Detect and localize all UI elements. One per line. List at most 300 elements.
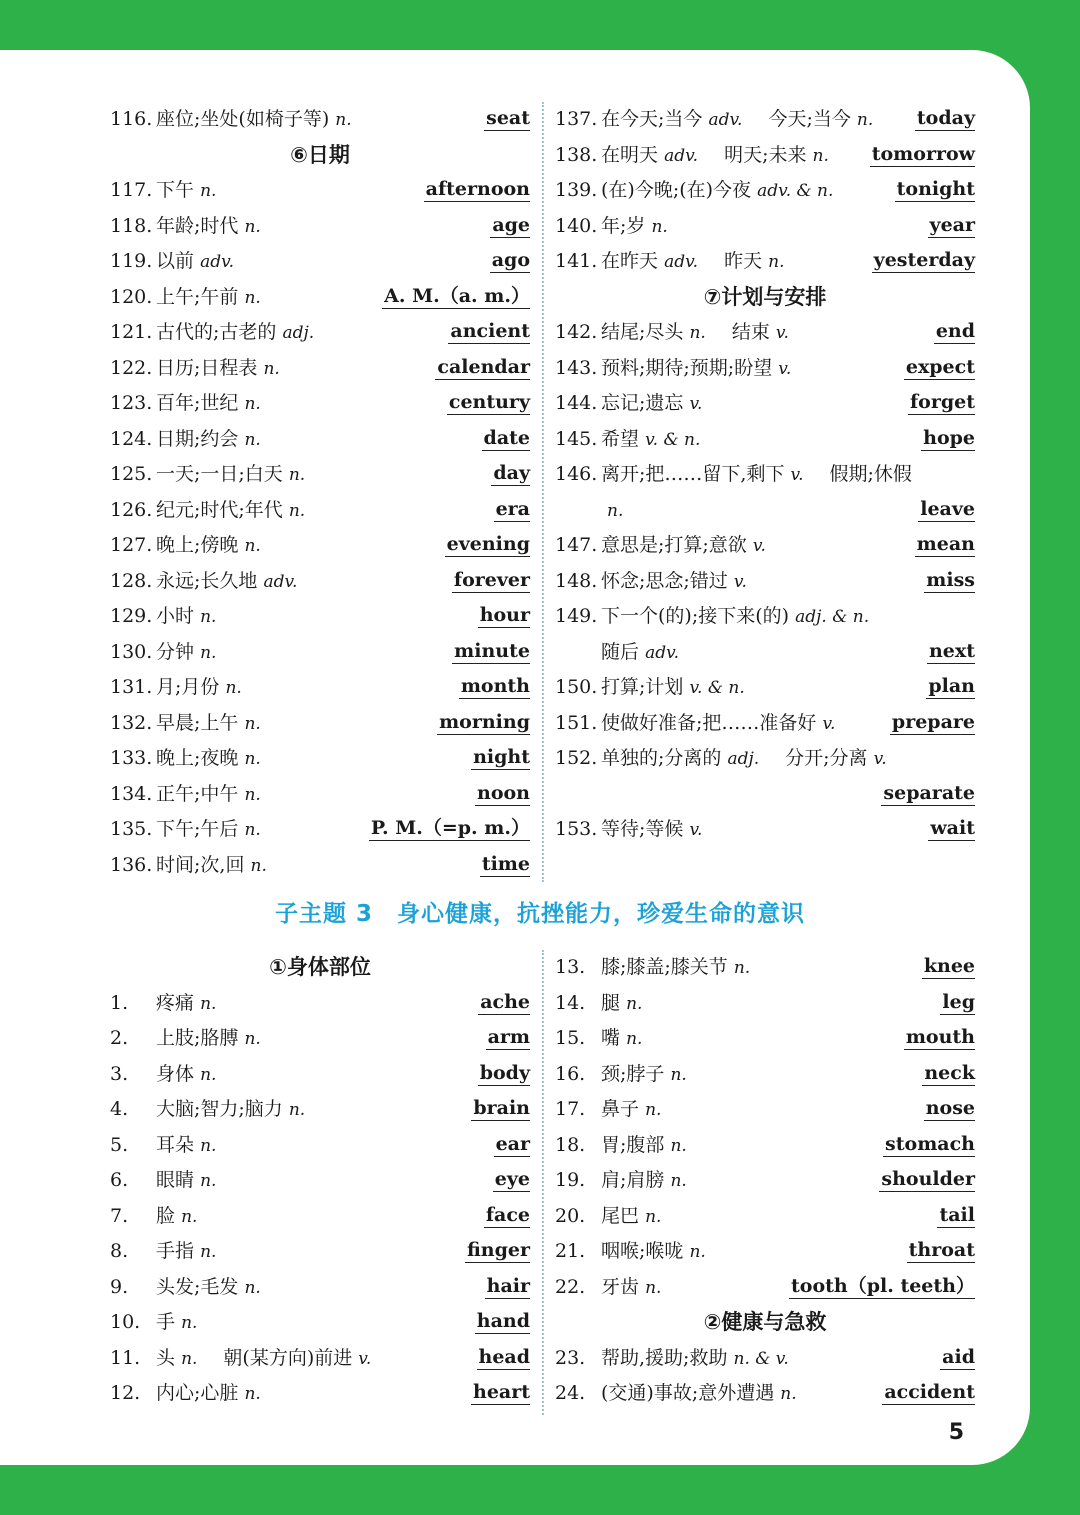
entry-number: 4. bbox=[110, 1098, 129, 1120]
english-word: hour bbox=[479, 604, 530, 626]
part-of-speech: v. bbox=[752, 536, 766, 556]
page-number: 5 bbox=[948, 1420, 964, 1445]
vocabulary-page bbox=[0, 50, 1030, 1465]
vocab-entry bbox=[110, 706, 530, 742]
entry-number: 148. bbox=[555, 569, 598, 592]
part-of-speech: n. bbox=[651, 216, 668, 237]
vocab-entry bbox=[110, 1305, 530, 1341]
chinese-meaning: 永远;长久地 bbox=[156, 569, 258, 592]
english-word: arm bbox=[487, 1026, 530, 1048]
part-of-speech: n. bbox=[244, 820, 261, 840]
vocab-entry bbox=[555, 138, 975, 174]
chinese-meaning: 纪元;时代;年代 bbox=[156, 498, 283, 521]
english-word: prepare bbox=[891, 710, 975, 733]
chinese-meaning: 头发;毛发 bbox=[156, 1275, 239, 1298]
part-of-speech: adv. bbox=[263, 571, 298, 592]
part-of-speech: n. bbox=[689, 1242, 706, 1262]
vocab-entry bbox=[110, 351, 530, 387]
english-word: brain bbox=[473, 1097, 530, 1119]
part-of-speech: n. bbox=[200, 1064, 217, 1085]
english-word: A. M.（a. m.） bbox=[384, 284, 530, 307]
vocab-entry bbox=[555, 777, 975, 813]
entry-number: 149. bbox=[555, 605, 598, 627]
entry-number: 129. bbox=[110, 605, 153, 627]
english-word: nose bbox=[925, 1097, 975, 1119]
part-of-speech: adj. bbox=[727, 749, 760, 769]
part-of-speech-2: v. bbox=[775, 323, 789, 343]
vocab-entry bbox=[110, 1128, 530, 1164]
part-of-speech: n. bbox=[200, 1242, 217, 1262]
body-and-health-section bbox=[0, 950, 1030, 1415]
part-of-speech: n. bbox=[200, 607, 217, 627]
english-word: face bbox=[485, 1203, 530, 1226]
entry-number: 6. bbox=[110, 1169, 129, 1191]
part-of-speech: adv. bbox=[200, 252, 235, 272]
vocab-entry bbox=[110, 1163, 530, 1199]
vocab-entry bbox=[110, 1021, 530, 1057]
time-and-plans-section bbox=[0, 102, 1030, 882]
vocab-entry bbox=[555, 102, 975, 138]
chinese-meaning: 在今天;当今 bbox=[601, 108, 703, 130]
category-heading: ①身体部位 bbox=[269, 955, 371, 979]
part-of-speech-2: n. bbox=[812, 145, 829, 166]
chinese-meaning: 鼻子 bbox=[601, 1098, 640, 1120]
category-heading: ②健康与急救 bbox=[703, 1310, 827, 1334]
part-of-speech: n. bbox=[244, 749, 261, 769]
chinese-meaning: 头 bbox=[156, 1346, 176, 1369]
part-of-speech: n. bbox=[733, 958, 751, 978]
vocab-entry bbox=[555, 1163, 975, 1199]
english-word: age bbox=[492, 213, 530, 236]
chinese-meaning: 颈;脖子 bbox=[601, 1062, 665, 1085]
english-word: ache bbox=[480, 990, 530, 1013]
vocab-entry bbox=[555, 1057, 975, 1093]
subtopic-heading: 子主题 3 身心健康，抗挫能力，珍爱生命的意识 bbox=[274, 901, 805, 927]
vocab-entry bbox=[110, 102, 530, 138]
entry-number: 9. bbox=[110, 1275, 129, 1298]
english-word: time bbox=[481, 852, 530, 875]
chinese-meaning: 牙齿 bbox=[601, 1275, 640, 1298]
chinese-meaning: 日历;日程表 bbox=[156, 356, 258, 379]
part-of-speech: v. bbox=[733, 571, 747, 592]
chinese-meaning: 下午 bbox=[156, 179, 195, 201]
vocab-entry bbox=[110, 528, 530, 564]
entry-number: 24. bbox=[555, 1382, 586, 1404]
entry-number: 145. bbox=[555, 427, 598, 450]
chinese-meaning-2: 昨天 bbox=[724, 250, 763, 272]
entry-number: 132. bbox=[110, 711, 153, 734]
entry-number: 140. bbox=[555, 214, 598, 237]
entry-number: 5. bbox=[110, 1133, 129, 1156]
chinese-meaning-2: 明天;未来 bbox=[724, 143, 807, 166]
vocab-entry bbox=[555, 741, 975, 777]
chinese-meaning: (交通)事故;意外遭遇 bbox=[601, 1382, 775, 1404]
vocab-entry bbox=[110, 564, 530, 600]
english-word: morning bbox=[439, 710, 530, 733]
chinese-meaning: 在明天 bbox=[601, 143, 659, 166]
entry-number: 143. bbox=[555, 356, 598, 379]
english-word: ear bbox=[495, 1132, 530, 1155]
vocab-entry bbox=[555, 564, 975, 600]
part-of-speech: n. bbox=[670, 1064, 687, 1085]
chinese-meaning: 眼睛 bbox=[156, 1169, 195, 1191]
vocab-entry bbox=[555, 1234, 975, 1270]
vocab-entry bbox=[110, 777, 530, 813]
entry-number: 118. bbox=[110, 214, 153, 237]
chinese-meaning: 大脑;智力;脑力 bbox=[156, 1098, 283, 1120]
entry-number: 138. bbox=[555, 143, 598, 166]
part-of-speech: n. bbox=[244, 429, 261, 450]
english-word: forget bbox=[909, 391, 975, 413]
english-word: day bbox=[493, 462, 530, 484]
chinese-meaning: 晚上;夜晚 bbox=[156, 747, 239, 769]
part-of-speech: n. bbox=[244, 536, 261, 556]
vocab-entry bbox=[555, 386, 975, 422]
chinese-meaning: 意思是;打算;意欲 bbox=[601, 534, 747, 556]
chinese-meaning: 手指 bbox=[156, 1240, 195, 1262]
chinese-meaning: 百年;世纪 bbox=[156, 392, 239, 414]
vocab-entry bbox=[110, 1341, 530, 1377]
vocab-entry bbox=[110, 209, 530, 245]
entry-number: 147. bbox=[555, 534, 598, 556]
english-word: date bbox=[483, 426, 530, 449]
english-word: neck bbox=[924, 1061, 975, 1084]
part-of-speech: n. bbox=[607, 500, 624, 521]
english-word: tomorrow bbox=[871, 142, 975, 165]
english-word: tooth（pl. teeth） bbox=[791, 1274, 975, 1297]
part-of-speech: n. bbox=[670, 1171, 687, 1191]
vocab-entry bbox=[555, 1341, 975, 1377]
entry-number: 18. bbox=[555, 1133, 586, 1156]
vocab-entry bbox=[110, 812, 530, 848]
part-of-speech: n. bbox=[645, 1100, 662, 1120]
english-word: plan bbox=[928, 675, 975, 697]
vocab-entry bbox=[110, 599, 530, 635]
part-of-speech: n. bbox=[200, 1135, 217, 1156]
english-word: year bbox=[929, 213, 975, 236]
part-of-speech: n. bbox=[645, 1277, 662, 1298]
entry-number: 122. bbox=[110, 356, 153, 379]
entry-number: 127. bbox=[110, 534, 153, 556]
entry-number: 14. bbox=[555, 991, 586, 1014]
entry-number: 139. bbox=[555, 179, 598, 201]
english-word: hand bbox=[476, 1310, 530, 1332]
chinese-meaning-2: 假期;休假 bbox=[829, 463, 912, 485]
chinese-meaning: 内心;心脏 bbox=[156, 1382, 239, 1404]
english-word: noon bbox=[477, 781, 530, 804]
part-of-speech: n. bbox=[244, 1277, 261, 1298]
part-of-speech: n. bbox=[181, 1206, 198, 1227]
part-of-speech: n. bbox=[689, 323, 706, 343]
vocab-entry bbox=[555, 209, 975, 245]
part-of-speech: n. & v. bbox=[733, 1348, 789, 1369]
vocab-entry bbox=[555, 457, 975, 493]
vocab-entry bbox=[555, 173, 975, 209]
vocab-entry bbox=[110, 670, 530, 706]
chinese-meaning: 单独的;分离的 bbox=[601, 747, 722, 769]
vocab-entry bbox=[555, 1128, 975, 1164]
english-word: hair bbox=[486, 1274, 530, 1297]
chinese-meaning: 手 bbox=[156, 1311, 176, 1333]
part-of-speech: adv. bbox=[664, 252, 699, 272]
vocab-entry bbox=[110, 1057, 530, 1093]
chinese-meaning: 嘴 bbox=[601, 1027, 621, 1049]
english-word: shoulder bbox=[881, 1168, 975, 1190]
vocab-entry bbox=[555, 1270, 975, 1306]
part-of-speech: n. bbox=[244, 287, 261, 308]
chinese-meaning: 年;岁 bbox=[601, 214, 646, 237]
english-word: seat bbox=[486, 107, 530, 129]
part-of-speech: n. bbox=[335, 110, 352, 130]
chinese-meaning: 上午;午前 bbox=[156, 285, 239, 308]
part-of-speech: n. bbox=[200, 181, 217, 201]
vocab-entry bbox=[555, 351, 975, 387]
entry-number: 136. bbox=[110, 853, 153, 876]
chinese-meaning: 咽喉;喉咙 bbox=[601, 1240, 684, 1262]
english-word: evening bbox=[446, 533, 530, 555]
vocab-entry bbox=[110, 386, 530, 422]
chinese-meaning: 肩;肩膀 bbox=[601, 1169, 665, 1191]
vocab-entry bbox=[555, 812, 975, 848]
english-word: leave bbox=[920, 497, 975, 520]
english-word: ancient bbox=[450, 320, 530, 342]
entry-number: 121. bbox=[110, 321, 153, 343]
column-divider bbox=[542, 950, 544, 1415]
part-of-speech: n. bbox=[244, 1384, 261, 1404]
part-of-speech: n. bbox=[244, 216, 261, 237]
entry-number: 22. bbox=[555, 1275, 586, 1298]
entry-number: 119. bbox=[110, 250, 153, 272]
part-of-speech: v. bbox=[822, 713, 836, 734]
vocab-entry bbox=[110, 635, 530, 671]
part-of-speech: n. bbox=[288, 1100, 306, 1120]
vocab-entry bbox=[110, 244, 530, 280]
vocab-entry bbox=[110, 1199, 530, 1235]
entry-number: 10. bbox=[110, 1311, 141, 1333]
part-of-speech: n. bbox=[200, 993, 217, 1014]
entry-number: 124. bbox=[110, 427, 153, 450]
entry-number: 150. bbox=[555, 676, 598, 698]
english-word: century bbox=[448, 391, 530, 413]
chinese-meaning: 一天;一日;白天 bbox=[156, 463, 283, 485]
chinese-meaning-2: 结束 bbox=[731, 321, 770, 343]
vocab-entry bbox=[555, 1092, 975, 1128]
part-of-speech: v. & n. bbox=[689, 678, 745, 698]
chinese-meaning: 下午;午后 bbox=[156, 818, 239, 840]
part-of-speech: v. bbox=[689, 820, 703, 840]
part-of-speech: v. bbox=[689, 394, 703, 414]
vocab-entry bbox=[110, 173, 530, 209]
entry-number: 23. bbox=[555, 1346, 586, 1369]
entry-number: 7. bbox=[110, 1204, 129, 1227]
entry-number: 8. bbox=[110, 1240, 129, 1262]
part-of-speech: n. bbox=[244, 713, 261, 734]
english-word: month bbox=[460, 675, 530, 697]
entry-number: 11. bbox=[110, 1346, 141, 1369]
entry-number: 146. bbox=[555, 463, 598, 485]
entry-number: 20. bbox=[555, 1204, 586, 1227]
chinese-meaning: 离开;把……留下,剩下 bbox=[601, 463, 785, 485]
vocab-entry bbox=[110, 1376, 530, 1412]
chinese-meaning: 时间;次,回 bbox=[156, 853, 245, 876]
part-of-speech: n. bbox=[244, 784, 261, 805]
part-of-speech: adj. bbox=[282, 323, 315, 343]
entry-number: 141. bbox=[555, 250, 598, 272]
chinese-meaning: (在)今晚;(在)今夜 bbox=[601, 179, 752, 201]
part-of-speech: n. bbox=[181, 1348, 198, 1369]
chinese-meaning: 打算;计划 bbox=[601, 676, 684, 698]
entry-number: 144. bbox=[555, 392, 598, 414]
english-word: expect bbox=[905, 355, 975, 378]
entry-number: 116. bbox=[110, 108, 153, 130]
entry-number: 152. bbox=[555, 747, 598, 769]
entry-number: 128. bbox=[110, 569, 153, 592]
chinese-meaning: 上肢;胳膊 bbox=[156, 1027, 239, 1049]
vocab-entry bbox=[555, 635, 975, 671]
left-column bbox=[110, 102, 530, 882]
part-of-speech: n. bbox=[626, 1029, 643, 1049]
english-word: head bbox=[478, 1345, 530, 1368]
entry-number: 21. bbox=[555, 1240, 586, 1262]
chinese-meaning: 下一个(的);接下来(的) bbox=[601, 605, 790, 627]
english-word: eye bbox=[494, 1168, 530, 1190]
vocab-entry bbox=[110, 1234, 530, 1270]
entry-number: 123. bbox=[110, 392, 153, 414]
chinese-meaning: 忘记;遗忘 bbox=[601, 392, 684, 414]
part-of-speech: v. bbox=[790, 465, 804, 485]
vocab-entry bbox=[555, 315, 975, 351]
part-of-speech: n. bbox=[288, 500, 306, 521]
chinese-meaning: 等待;等候 bbox=[601, 818, 684, 840]
vocab-entry bbox=[555, 528, 975, 564]
chinese-meaning: 年龄;时代 bbox=[156, 214, 239, 237]
english-word: wait bbox=[930, 817, 975, 839]
entry-number: 19. bbox=[555, 1169, 586, 1191]
entry-number: 133. bbox=[110, 747, 153, 769]
chinese-meaning: 胃;腹部 bbox=[601, 1133, 665, 1156]
entry-number: 135. bbox=[110, 818, 153, 840]
part-of-speech: adv. bbox=[664, 145, 699, 166]
entry-number: 1. bbox=[110, 991, 129, 1014]
chinese-meaning: 在昨天 bbox=[601, 250, 659, 272]
chinese-meaning: 怀念;思念;错过 bbox=[601, 569, 728, 592]
part-of-speech: adv. bbox=[645, 642, 680, 663]
vocab-entry bbox=[110, 1092, 530, 1128]
part-of-speech: n. bbox=[200, 1171, 217, 1191]
chinese-meaning: 预料;期待;预期;盼望 bbox=[601, 356, 773, 379]
english-word: next bbox=[928, 639, 975, 662]
part-of-speech-2: n. bbox=[856, 110, 874, 130]
chinese-meaning-2: 朝(某方向)前进 bbox=[223, 1346, 353, 1369]
english-word: minute bbox=[454, 639, 530, 662]
column-divider bbox=[542, 102, 544, 882]
part-of-speech: n. bbox=[780, 1384, 797, 1404]
part-of-speech: n. bbox=[263, 358, 280, 379]
english-word: finger bbox=[466, 1239, 530, 1261]
part-of-speech: n. bbox=[670, 1135, 687, 1156]
entry-number: 151. bbox=[555, 711, 598, 734]
vocab-entry bbox=[555, 422, 975, 458]
entry-number: 117. bbox=[110, 179, 153, 201]
part-of-speech: adv. bbox=[708, 110, 743, 130]
chinese-meaning: 以前 bbox=[156, 250, 195, 272]
vocab-entry bbox=[110, 1270, 530, 1306]
english-word: calendar bbox=[437, 355, 530, 378]
part-of-speech: n. bbox=[645, 1206, 662, 1227]
part-of-speech: n. bbox=[225, 678, 242, 698]
chinese-meaning: 脸 bbox=[156, 1204, 176, 1227]
english-word: era bbox=[495, 497, 530, 520]
chinese-meaning: 日期;约会 bbox=[156, 427, 239, 450]
chinese-meaning: 正午;中午 bbox=[156, 782, 239, 805]
english-word: yesterday bbox=[873, 249, 975, 271]
vocab-entry bbox=[110, 493, 530, 529]
english-word: night bbox=[473, 746, 530, 768]
category-heading: ⑦计划与安排 bbox=[703, 284, 827, 309]
vocab-entry bbox=[110, 848, 530, 884]
english-word: forever bbox=[453, 568, 530, 591]
part-of-speech: adv. & n. bbox=[757, 181, 834, 201]
english-word: mean bbox=[916, 533, 975, 555]
vocab-entry bbox=[555, 493, 975, 529]
entry-number: 2. bbox=[110, 1027, 129, 1049]
right-column bbox=[555, 102, 975, 882]
part-of-speech: n. bbox=[250, 855, 267, 876]
part-of-speech-2: n. bbox=[768, 252, 785, 272]
english-word: afternoon bbox=[425, 178, 530, 200]
english-word: tail bbox=[939, 1203, 975, 1226]
entry-number: 131. bbox=[110, 676, 153, 698]
english-word: aid bbox=[942, 1345, 975, 1368]
part-of-speech: n. bbox=[626, 993, 643, 1014]
chinese-meaning: 希望 bbox=[601, 427, 640, 450]
english-word: today bbox=[916, 107, 975, 129]
english-word: stomach bbox=[885, 1132, 975, 1155]
vocab-entry bbox=[555, 1376, 975, 1412]
vocab-entry bbox=[555, 1199, 975, 1235]
vocab-entry bbox=[110, 986, 530, 1022]
english-word: miss bbox=[926, 568, 975, 591]
chinese-meaning: 尾巴 bbox=[601, 1204, 640, 1227]
chinese-meaning: 月;月份 bbox=[156, 676, 220, 698]
english-word: end bbox=[935, 320, 975, 342]
chinese-meaning: 古代的;古老的 bbox=[156, 321, 277, 343]
left-column bbox=[110, 950, 530, 1415]
chinese-meaning: 耳朵 bbox=[156, 1133, 195, 1156]
vocab-entry bbox=[555, 244, 975, 280]
part-of-speech-2: v. bbox=[873, 749, 887, 769]
english-word: knee bbox=[923, 955, 975, 977]
part-of-speech: n. bbox=[181, 1313, 198, 1333]
entry-number: 13. bbox=[555, 956, 586, 978]
part-of-speech: n. bbox=[244, 394, 261, 414]
chinese-meaning-2: 今天;当今 bbox=[768, 108, 851, 130]
vocab-entry bbox=[555, 950, 975, 986]
entry-number: 126. bbox=[110, 498, 153, 521]
vocab-entry bbox=[555, 706, 975, 742]
chinese-meaning: 晚上;傍晚 bbox=[156, 534, 239, 556]
chinese-meaning-2: 分开;分离 bbox=[785, 747, 868, 769]
part-of-speech: v. & n. bbox=[645, 429, 701, 450]
entry-number: 130. bbox=[110, 640, 153, 663]
english-word: mouth bbox=[905, 1026, 975, 1048]
chinese-meaning: 早晨;上午 bbox=[156, 711, 239, 734]
vocab-entry bbox=[110, 280, 530, 316]
vocab-entry bbox=[555, 670, 975, 706]
entry-number: 120. bbox=[110, 285, 153, 308]
entry-number: 12. bbox=[110, 1382, 141, 1404]
english-word: ago bbox=[491, 249, 530, 271]
